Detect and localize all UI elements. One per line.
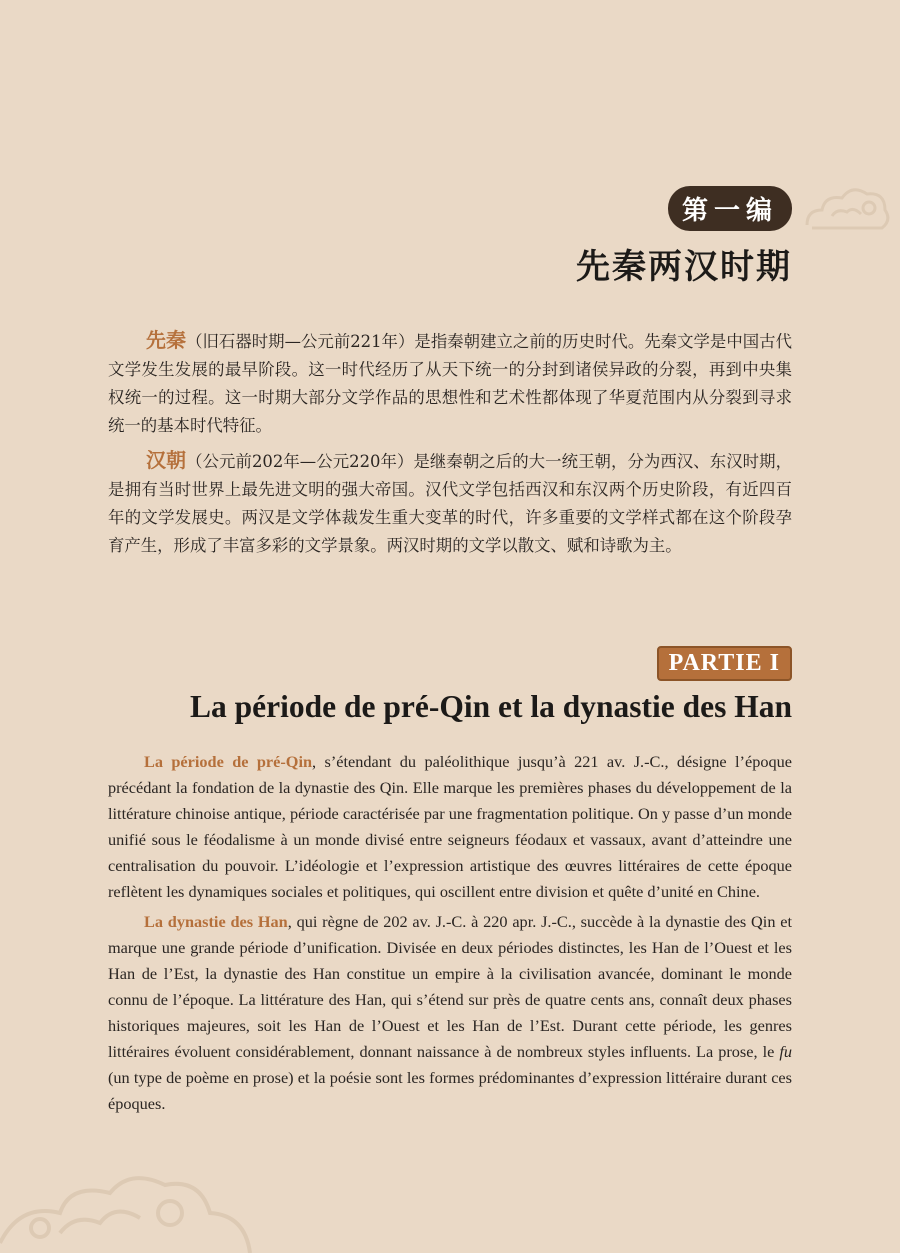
paragraph-text: , qui règne de 202 av. J.-C. à 220 apr. J.-C., succède à la dynastie des Qin et marque une grande période d’unification. Divisée en deux périodes distinctes, les Han de l’Ouest et les Han de l’Est, la dynastie des Han constitue un empire à la civilisation avancée, dominant le monde connu de l’époque. La littérature des Han, qui s’étend sur près de quatre cents ans, connaît deux phases historiques majeures, soit les Han de l’Ouest et les Han de l’Est. Durant cette période, les genres littéraires évoluent considérablement, donnant naissance à de nombreux styles influents. La prose, le (108, 912, 792, 1061)
paragraph-text: (un type de poème en prose) et la poésie sont les formes prédominantes d’expression littéraire durant ces époques. (108, 1068, 792, 1113)
section-title-fr: La période de pré-Qin et la dynastie des Han (189, 689, 792, 724)
paragraph-han-fr (108, 909, 792, 1117)
paragraph-han-cn (108, 446, 792, 560)
term-han-fr: La dynastie des Han (144, 912, 288, 931)
cloud-decoration-icon (0, 1143, 260, 1253)
french-section (108, 646, 792, 1121)
paragraph-text: , s’étendant du paléolithique jusqu’à 221 av. J.-C., désigne l’époque précédant la fondation de la dynastie des Qin. Elle marque les premières phases du développement de la littérature chinoise antique, période caractérisée par une fragmentation politique. On y passe d’un monde unifié sous le féodalisme à un monde divisé entre seigneurs féodaux et vassaux, avant d’atteindre une centralisation du pouvoir. L’idéologie et l’expression artistique des œuvres littéraires de cette époque reflètent les dynamiques sociales et politiques, qui oscillent entre division et quête d’unité en Chine. (108, 752, 792, 901)
cloud-decoration-icon (797, 170, 892, 240)
part-badge-fr: PARTIE I (657, 646, 792, 681)
paragraph-pre-qin-cn (108, 326, 792, 440)
term-han-cn: 汉朝 (146, 448, 187, 472)
chinese-section (108, 186, 792, 566)
term-pre-qin-cn: 先秦 (146, 328, 187, 352)
term-pre-qin-fr: La période de pré-Qin (144, 752, 313, 771)
paragraph-text: （旧石器时期—公元前221年）是指秦朝建立之前的历史时代。先秦文学是中国古代文学发生发展的最早阶段。这一时代经历了从天下统一的分封到诸侯异政的分裂，再到中央集权统一的过程。这一时期大部分文学作品的思想性和艺术性都体现了华夏范围内从分裂到寻求统一的基本时代特征。 (108, 332, 792, 435)
french-body (108, 749, 792, 1117)
paragraph-pre-qin-fr (108, 749, 792, 905)
term-fu: fu (779, 1042, 792, 1061)
section-title-cn: 先秦两汉时期 (576, 247, 792, 287)
chinese-body (108, 326, 792, 560)
part-badge-cn: 第一编 (668, 186, 792, 231)
paragraph-text: （公元前202年—公元220年）是继秦朝之后的大一统王朝，分为西汉、东汉时期，是拥有当时世界上最先进文明的强大帝国。汉代文学包括西汉和东汉两个历史阶段，有近四百年的文学发展史。两汉是文学体裁发生重大变革的时代，许多重要的文学样式都在这个阶段孕育产生，形成了丰富多彩的文学景象。两汉时期的文学以散文、赋和诗歌为主。 (108, 452, 792, 555)
